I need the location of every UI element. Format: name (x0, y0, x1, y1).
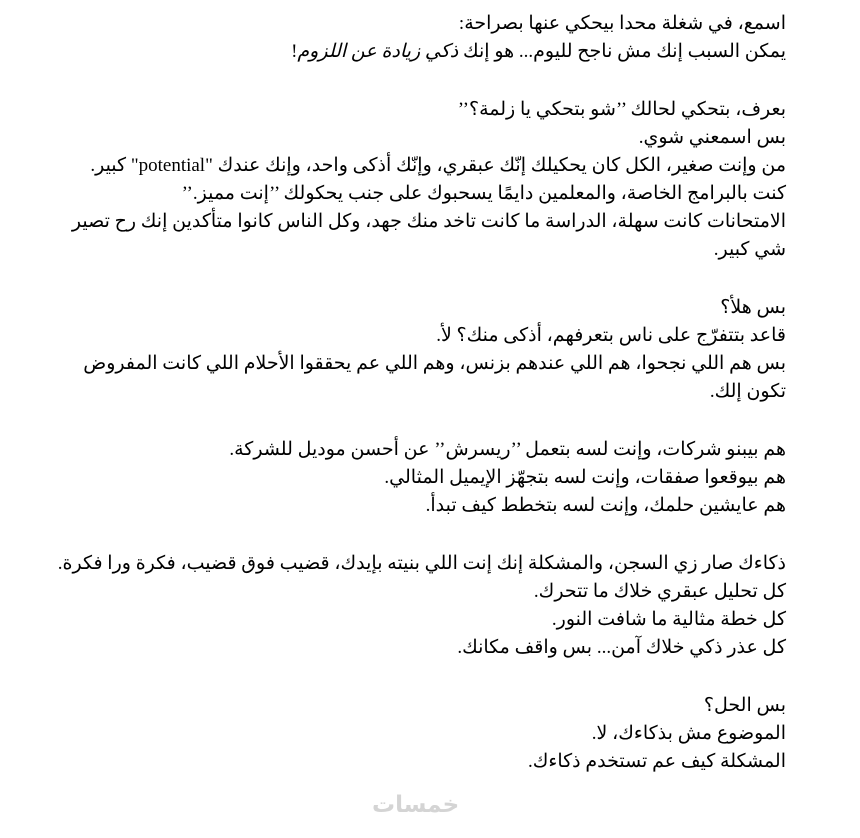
text-segment: كل عذر ذكي خلاك آمن... بس واقف مكانك. (457, 637, 786, 658)
paragraph (50, 294, 786, 406)
text-line (50, 550, 786, 578)
text-line (50, 180, 786, 208)
text-segment: كنت بالبرامج الخاصة، والمعلمين دايمًا يسحبوك على جنب يحكولك ’’إنت مميز.’’ (181, 183, 786, 204)
text-line (50, 124, 786, 152)
text-segment: بس الحل؟ (703, 695, 786, 716)
text-segment: المشكلة كيف عم تستخدم ذكاءك. (527, 751, 786, 772)
text-line (50, 322, 786, 350)
text-segment: ! (291, 41, 298, 62)
text-line (50, 578, 786, 606)
text-segment: بعرف، بتحكي لحالك ’’شو بتحكي يا زلمة؟’’ (457, 99, 786, 120)
text-segment: بس اسمعني شوي. (638, 127, 786, 148)
text-segment: يمكن السبب إنك مش ناجح لليوم... هو إنك (458, 41, 786, 62)
text-line (50, 436, 786, 464)
text-segment: الموضوع مش بذكاءك، لا. (591, 723, 786, 744)
paragraph (50, 96, 786, 264)
text-segment: اسمع، في شغلة محدا بيحكي عنها بصراحة: (458, 13, 786, 34)
text-line (50, 208, 786, 264)
text-segment: هم بيبنو شركات، وإنت لسه بتعمل ’’ريسرش’’ عن أحسن موديل للشركة. (229, 439, 786, 460)
text-segment: هم بيوقعوا صفقات، وإنت لسه بتجهّز الإيميل المثالي. (384, 467, 786, 488)
text-line (50, 38, 786, 66)
paragraph (50, 10, 786, 66)
text-line (50, 294, 786, 322)
text-segment: ذكاءك صار زي السجن، والمشكلة إنك إنت اللي بنيته بإيدك، قضيب فوق قضيب، فكرة ورا فكرة. (57, 553, 786, 574)
paragraph (50, 436, 786, 520)
text-segment: قاعد بتتفرّج على ناس بتعرفهم، أذكى منك؟ لأ. (436, 325, 786, 346)
text-segment: كل تحليل عبقري خلاك ما تتحرك. (533, 581, 786, 602)
text-line (50, 464, 786, 492)
text-segment: كل خطة مثالية ما شافت النور. (551, 609, 786, 630)
watermark: خمسات (372, 792, 460, 818)
text-line (50, 634, 786, 662)
italic-text-segment: ذكي زيادة عن اللزوم (297, 41, 459, 62)
text-line (50, 492, 786, 520)
text-line (50, 10, 786, 38)
text-line (50, 152, 786, 180)
paragraph (50, 550, 786, 662)
paragraph (50, 692, 786, 776)
text-line (50, 692, 786, 720)
text-line (50, 350, 786, 406)
text-line (50, 96, 786, 124)
text-line (50, 748, 786, 776)
text-segment: الامتحانات كانت سهلة، الدراسة ما كانت تاخد منك جهد، وكل الناس كانوا متأكدين إنك رح تصير شي كبير. (71, 211, 786, 260)
text-segment: هم عايشين حلمك، وإنت لسه بتخطط كيف تبدأ. (425, 495, 786, 516)
text-line (50, 720, 786, 748)
text-segment: بس هلأ؟ (720, 297, 786, 318)
text-segment: من وإنت صغير، الكل كان يحكيلك إنّك عبقري، وإنّك أذكى واحد، وإنك عندك "potential" كبير. (90, 155, 786, 176)
text-line (50, 606, 786, 634)
text-segment: بس هم اللي نجحوا، هم اللي عندهم بزنس، وهم اللي عم يحققوا الأحلام اللي كانت المفروض تكون إلك. (83, 353, 786, 402)
